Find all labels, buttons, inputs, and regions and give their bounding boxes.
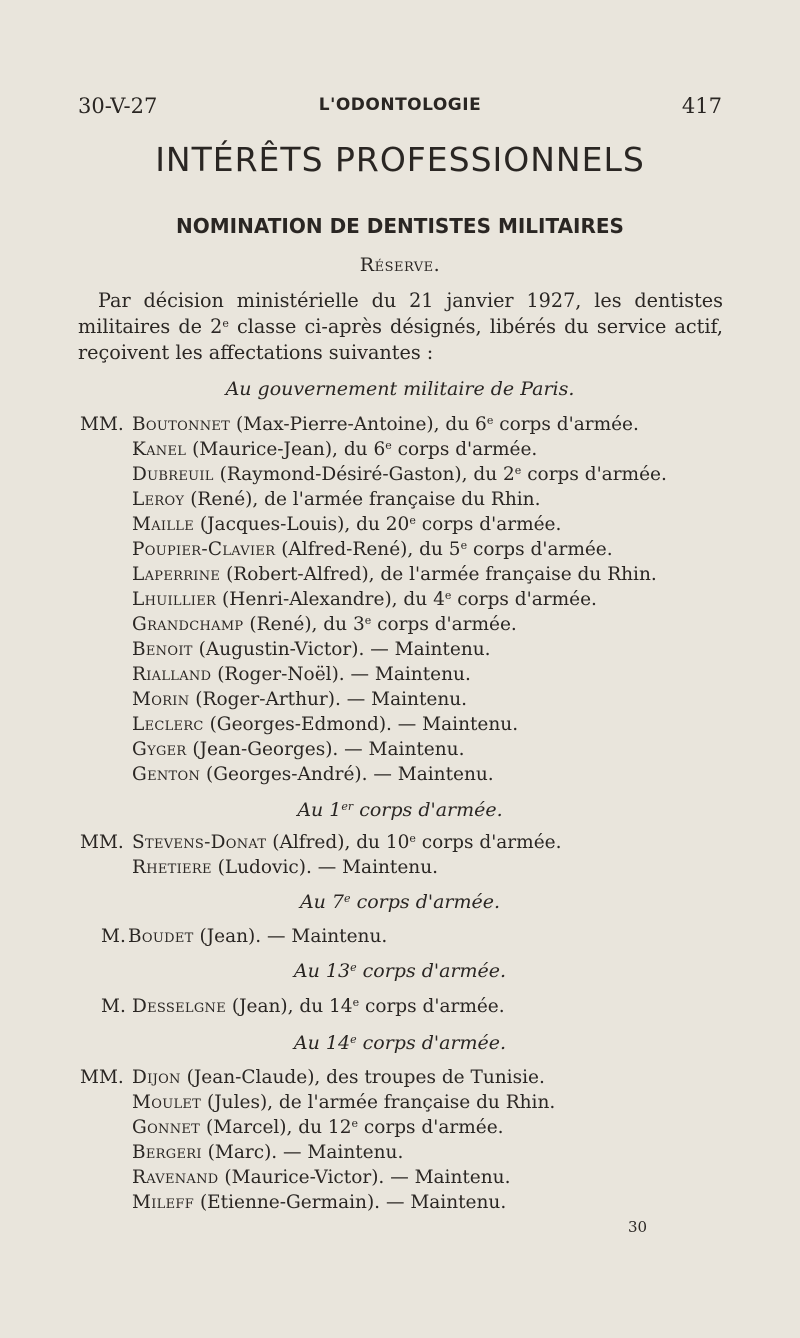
group-heading-13e-corps: Au 13e corps d'armée. — [293, 960, 507, 982]
list-item: Poupier-Clavier (Alfred-René), du 5e corps d'armée. — [132, 539, 613, 560]
running-head — [78, 94, 722, 124]
group-heading-1er-corps: Au 1er corps d'armée. — [297, 799, 503, 821]
list-item: Dijon (Jean-Claude), des troupes de Tunisie. — [132, 1067, 545, 1088]
issue-date: 30-V-27 — [78, 94, 158, 118]
list-item: Dubreuil (Raymond-Désiré-Gaston), du 2e corps d'armée. — [132, 464, 667, 485]
journal-title: L'ODONTOLOGIE — [318, 95, 482, 115]
list-item: Leclerc (Georges-Edmond). — Maintenu. — [132, 714, 519, 735]
list-item: Mileff (Etienne-Germain). — Maintenu. — [132, 1192, 507, 1213]
honorific-prefix: MM. — [80, 1067, 124, 1088]
list-item: Grandchamp (René), du 3e corps d'armée. — [132, 614, 517, 635]
list-item: Leroy (René), de l'armée française du Rhin. — [132, 489, 541, 510]
list-item: Gonnet (Marcel), du 12e corps d'armée. — [132, 1117, 504, 1138]
list-item: Boudet (Jean). — Maintenu. — [128, 926, 388, 947]
group-heading-14e-corps: Au 14e corps d'armée. — [293, 1032, 507, 1054]
list-item: Stevens-Donat (Alfred), du 10e corps d'armée. — [132, 832, 562, 853]
list-item: Rhetiere (Ludovic). — Maintenu. — [132, 857, 439, 878]
list-item: Moulet (Jules), de l'armée française du Rhin. — [132, 1092, 556, 1113]
list-item: Bergeri (Marc). — Maintenu. — [132, 1142, 404, 1163]
section-title: INTÉRÊTS PROFESSIONNELS — [155, 140, 645, 179]
page-number: 417 — [681, 94, 722, 118]
honorific-prefix: MM. — [80, 832, 124, 853]
reserve-label: Réserve. — [359, 254, 441, 276]
signature-folio: 30 — [628, 1218, 648, 1236]
list-item: Morin (Roger-Arthur). — Maintenu. — [132, 689, 468, 710]
list-item: Lhuillier (Henri-Alexandre), du 4e corps d'armée. — [132, 589, 597, 610]
list-item: Genton (Georges-André). — Maintenu. — [132, 764, 494, 785]
list-item: Laperrine (Robert-Alfred), de l'armée française du Rhin. — [132, 564, 657, 585]
list-item: Benoit (Augustin-Victor). — Maintenu. — [132, 639, 491, 660]
honorific-prefix: M. — [101, 926, 126, 947]
intro-paragraph: Par décision ministérielle du 21 janvier 1927, les dentistes militaires de 2e classe ci-après désignés, libérés du service actif, reçoivent les affectations suivantes : — [78, 289, 723, 364]
group-heading-paris: Au gouvernement militaire de Paris. — [225, 378, 575, 400]
group-heading-7e-corps: Au 7e corps d'armée. — [299, 891, 501, 913]
list-item: Ravenand (Maurice-Victor). — Maintenu. — [132, 1167, 511, 1188]
list-item: Boutonnet (Max-Pierre-Antoine), du 6e corps d'armée. — [132, 414, 639, 435]
list-item: Kanel (Maurice-Jean), du 6e corps d'armée. — [132, 439, 538, 460]
list-item: Desselgne (Jean), du 14e corps d'armée. — [132, 996, 505, 1017]
honorific-prefix: MM. — [80, 414, 124, 435]
list-item: Rialland (Roger-Noël). — Maintenu. — [132, 664, 471, 685]
article-title: NOMINATION DE DENTISTES MILITAIRES — [176, 214, 624, 238]
honorific-prefix: M. — [101, 996, 126, 1017]
list-item: Gyger (Jean-Georges). — Maintenu. — [132, 739, 465, 760]
list-item: Maille (Jacques-Louis), du 20e corps d'armée. — [132, 514, 562, 535]
